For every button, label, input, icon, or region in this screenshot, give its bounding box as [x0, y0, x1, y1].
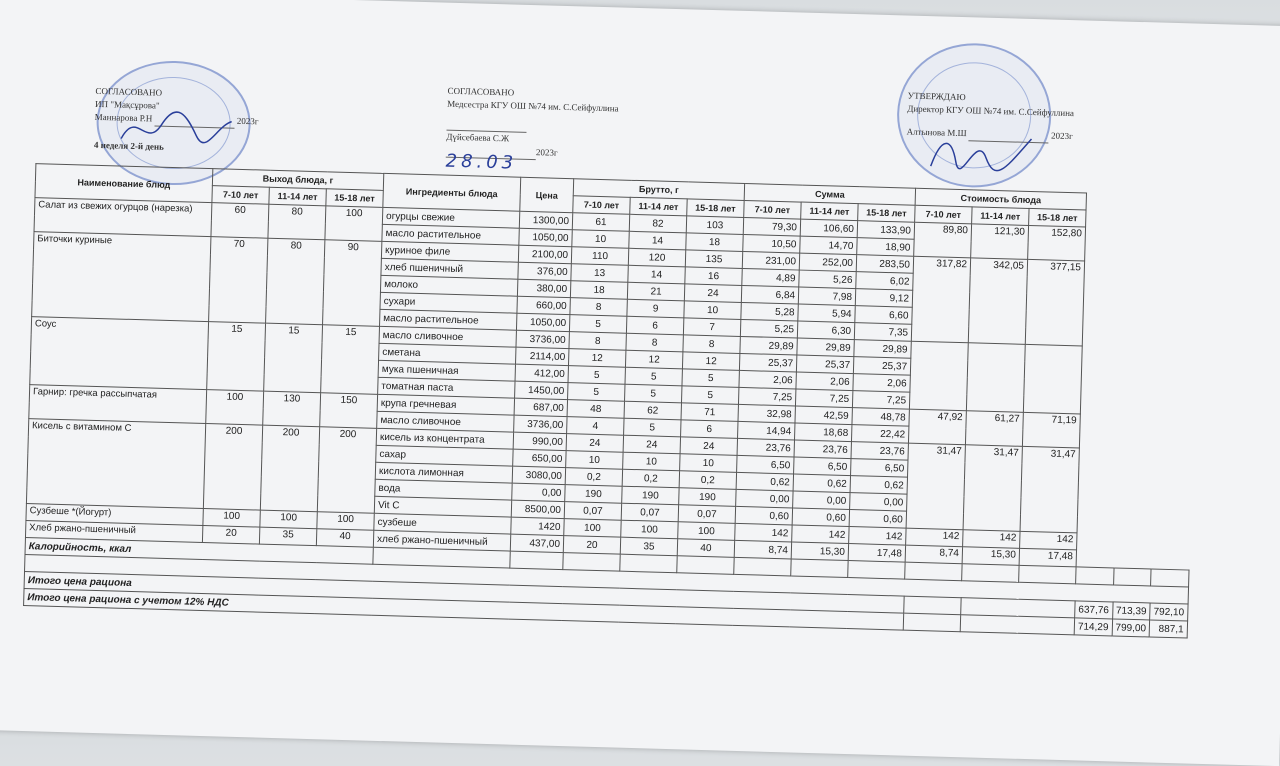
- output-cell: 80: [266, 238, 325, 325]
- empty-cell: [1019, 565, 1076, 584]
- brutto-cell: 0,07: [678, 505, 735, 524]
- price-cell: 2100,00: [518, 245, 571, 263]
- brutto-cell: 103: [686, 216, 743, 235]
- cost-cell: 15,30: [962, 547, 1019, 566]
- price-cell: 660,00: [517, 296, 570, 314]
- sum-cell: 22,42: [851, 425, 908, 444]
- sum-cell: 10,50: [743, 234, 800, 253]
- output-cell: 200: [203, 424, 262, 511]
- price-cell: 1050,00: [519, 228, 572, 246]
- sum-cell: 4,89: [742, 268, 799, 287]
- output-cell: 100: [260, 510, 317, 529]
- sum-cell: 42,59: [795, 406, 852, 425]
- empty-cell: [904, 596, 961, 615]
- sum-cell: 9,12: [855, 289, 912, 308]
- brutto-cell: 100: [621, 520, 678, 539]
- output-cell: 15: [264, 323, 323, 393]
- sum-cell: 283,50: [856, 255, 913, 274]
- brutto-cell: 0,2: [565, 468, 622, 487]
- sum-cell: 0,62: [736, 472, 793, 491]
- sum-cell: 231,00: [742, 251, 799, 270]
- cost-cell: 47,92: [908, 409, 966, 445]
- brutto-cell: 10: [572, 230, 629, 249]
- brutto-cell: 61: [572, 213, 629, 232]
- brutto-cell: 5: [624, 418, 681, 437]
- right-approval-title: УТВЕРЖДАЮ: [907, 90, 966, 103]
- sum-cell: 23,76: [737, 438, 794, 457]
- center-approval-person: Дүйсебаева С.Ж: [446, 131, 510, 144]
- col-age: 15-18 лет: [1029, 208, 1086, 227]
- empty-cell: [510, 551, 563, 569]
- output-cell: 70: [209, 237, 268, 324]
- left-signature-icon: [116, 103, 237, 156]
- sum-cell: 25,37: [796, 355, 853, 374]
- ingredient-cell: масло растительное: [380, 309, 517, 330]
- brutto-cell: 5: [681, 386, 738, 405]
- sum-cell: 25,37: [739, 353, 796, 372]
- brutto-cell: 10: [566, 451, 623, 470]
- price-cell: 1420: [511, 517, 564, 535]
- output-cell: 15: [321, 325, 380, 395]
- brutto-cell: 10: [684, 301, 741, 320]
- output-cell: 200: [317, 427, 376, 514]
- menu-day-label: 4 неделя 2-й день: [93, 139, 165, 152]
- brutto-cell: 8: [626, 333, 683, 352]
- ingredient-cell: молоко: [380, 275, 517, 296]
- brutto-cell: 14: [629, 231, 686, 250]
- sum-cell: 5,28: [741, 302, 798, 321]
- sum-cell: 15,30: [791, 542, 848, 561]
- cost-cell: 342,05: [968, 258, 1027, 345]
- brutto-cell: 35: [620, 537, 677, 556]
- output-cell: 150: [320, 393, 378, 429]
- ingredient-cell: масло сливочное: [379, 326, 516, 347]
- sum-cell: 0,60: [735, 506, 792, 525]
- price-cell: 1450,00: [515, 381, 568, 399]
- dish-name-cell: Сузбеше *(Йогурт): [26, 504, 203, 526]
- price-cell: 3736,00: [514, 415, 567, 433]
- sum-cell: 5,25: [740, 319, 797, 338]
- price-cell: 650,00: [513, 449, 566, 467]
- price-cell: 412,00: [515, 364, 568, 382]
- sum-cell: 6,50: [851, 459, 908, 478]
- brutto-cell: 5: [568, 383, 625, 402]
- ingredient-cell: сахар: [376, 445, 513, 466]
- sum-cell: 5,94: [798, 304, 855, 323]
- brutto-cell: 100: [678, 522, 735, 541]
- empty-cell: [848, 561, 905, 580]
- brutto-cell: 0,07: [564, 502, 621, 521]
- sum-cell: 0,62: [850, 476, 907, 495]
- empty-cell: [563, 553, 620, 572]
- empty-cell: [620, 554, 677, 573]
- right-approval-block: УТВЕРЖДАЮ Директор КГУ ОШ №74 им. С.Сейфуллина Алтынова М.Ш 2023г: [906, 90, 1074, 145]
- sum-cell: 0,62: [793, 474, 850, 493]
- sum-cell: 0,00: [793, 491, 850, 510]
- sum-cell: 6,50: [794, 457, 851, 476]
- brutto-cell: 5: [625, 384, 682, 403]
- col-age: 7-10 лет: [573, 196, 630, 215]
- sum-cell: 25,37: [853, 357, 910, 376]
- col-cost: Стоимость блюда: [915, 188, 1086, 210]
- cost-cell: [966, 343, 1025, 413]
- cost-cell: 142: [1020, 531, 1077, 550]
- brutto-cell: 62: [624, 401, 681, 420]
- right-approval-org: Директор КГУ ОШ №74 им. С.Сейфуллина: [907, 103, 1075, 119]
- center-approval-year: 2023г: [535, 147, 558, 158]
- calories-label: Калорийность, ккал: [25, 538, 373, 565]
- brutto-cell: 6: [626, 316, 683, 335]
- col-age: 11-14 лет: [630, 197, 687, 216]
- price-cell: 376,00: [518, 262, 571, 280]
- sum-cell: 18,90: [857, 238, 914, 257]
- output-cell: 40: [316, 529, 373, 548]
- brutto-cell: 6: [681, 420, 738, 439]
- output-cell: 90: [323, 240, 382, 327]
- price-cell: 687,00: [514, 398, 567, 416]
- output-cell: 15: [207, 322, 266, 392]
- sum-cell: 14,94: [738, 421, 795, 440]
- brutto-cell: 0,07: [621, 503, 678, 522]
- left-approval-person: Маннарова Р.Н 2023г: [95, 111, 259, 130]
- ingredient-cell: хлеб ржано-пшеничный: [373, 530, 510, 551]
- col-age: 15-18 лет: [326, 189, 383, 208]
- price-cell: 1300,00: [519, 211, 572, 229]
- center-approval-title: СОГЛАСОВАНО: [447, 85, 515, 98]
- brutto-cell: 8: [683, 335, 740, 354]
- col-dish: Наименование блюд: [35, 164, 213, 203]
- sum-cell: 2,06: [796, 372, 853, 391]
- sum-cell: 142: [792, 525, 849, 544]
- col-age: 11-14 лет: [801, 202, 858, 221]
- empty-cell: [1076, 567, 1114, 585]
- price-cell: 3736,00: [516, 330, 569, 348]
- sum-cell: 14,70: [800, 236, 857, 255]
- center-approval-org: Медсестра КГУ ОШ №74 им. С.Сейфуллина: [447, 98, 619, 114]
- ingredient-cell: мука пшеничная: [378, 360, 515, 381]
- sum-cell: 0,00: [736, 489, 793, 508]
- empty-cell: [905, 562, 962, 581]
- cost-cell: 71,19: [1022, 412, 1080, 448]
- sum-cell: 17,48: [848, 544, 905, 563]
- price-cell: 437,00: [510, 534, 563, 552]
- total-row-value: 637,76: [1075, 601, 1113, 619]
- sum-cell: 7,25: [795, 389, 852, 408]
- price-cell: 2114,00: [516, 347, 569, 365]
- sum-cell: 106,60: [800, 219, 857, 238]
- brutto-cell: 24: [623, 435, 680, 454]
- sum-cell: 2,06: [853, 374, 910, 393]
- dish-name-cell: Гарнир: гречка рассыпчатая: [29, 385, 207, 424]
- sum-cell: 29,89: [797, 338, 854, 357]
- col-ingredients: Ингредиенты блюда: [383, 173, 521, 211]
- ingredient-cell: куриное филе: [381, 241, 518, 262]
- brutto-cell: 5: [569, 315, 626, 334]
- total-row-value: 713,39: [1112, 602, 1150, 620]
- dish-name-cell: Хлеб ржано-пшеничный: [25, 521, 202, 543]
- right-approval-person: Алтынова М.Ш: [906, 126, 967, 139]
- price-cell: 8500,00: [511, 500, 564, 518]
- ingredient-cell: Vit C: [374, 496, 511, 517]
- brutto-cell: 12: [625, 350, 682, 369]
- empty-cell: [903, 613, 960, 632]
- sum-cell: 7,98: [798, 287, 855, 306]
- cost-cell: 31,47: [906, 443, 965, 530]
- sum-cell: 48,78: [852, 408, 909, 427]
- cost-cell: [909, 341, 968, 411]
- sum-cell: 7,25: [738, 387, 795, 406]
- brutto-cell: 82: [629, 214, 686, 233]
- output-cell: 100: [206, 390, 264, 426]
- ingredient-cell: хлеб пшеничный: [381, 258, 518, 279]
- sum-cell: 0,60: [792, 508, 849, 527]
- sum-cell: 6,02: [856, 272, 913, 291]
- empty-cell: [1113, 568, 1151, 586]
- output-cell: 60: [211, 203, 269, 239]
- total-vat-row-value: 887,1: [1149, 620, 1187, 638]
- ingredient-cell: крупа гречневая: [377, 394, 514, 415]
- brutto-cell: 40: [677, 539, 734, 558]
- col-age: 15-18 лет: [858, 204, 915, 223]
- cost-cell: 31,47: [963, 445, 1022, 532]
- brutto-cell: 110: [571, 247, 628, 266]
- sum-cell: 8,74: [734, 540, 791, 559]
- brutto-cell: 120: [628, 248, 685, 267]
- total-vat-row-value: 714,29: [1074, 618, 1112, 636]
- left-approval-org: ИП "Мақсұрова": [94, 98, 160, 111]
- cost-cell: 142: [963, 530, 1020, 549]
- dish-name-cell: Кисель с витамином С: [26, 419, 205, 509]
- col-age: 7-10 лет: [915, 205, 972, 224]
- brutto-cell: 7: [683, 318, 740, 337]
- sum-cell: 142: [849, 527, 906, 546]
- sum-cell: 133,90: [857, 221, 914, 240]
- brutto-cell: 190: [679, 488, 736, 507]
- col-age: 11-14 лет: [269, 187, 326, 206]
- ingredient-cell: кисель из концентрата: [376, 428, 513, 449]
- cost-cell: 142: [906, 528, 963, 547]
- col-age: 11-14 лет: [972, 207, 1029, 226]
- dish-name-cell: Салат из свежих огурцов (нарезка): [34, 198, 212, 237]
- dish-name-cell: Биточки куриные: [32, 232, 211, 322]
- output-cell: 100: [203, 509, 260, 528]
- ingredient-cell: огурцы свежие: [382, 207, 519, 228]
- cost-cell: 377,15: [1025, 259, 1084, 346]
- empty-cell: [677, 556, 734, 575]
- cost-cell: 152,80: [1028, 225, 1086, 261]
- handwritten-date: 28.03: [445, 150, 518, 174]
- brutto-cell: 24: [566, 434, 623, 453]
- cost-cell: [1023, 344, 1082, 414]
- total-row-value: 792,10: [1150, 603, 1188, 621]
- sum-cell: 0,60: [849, 510, 906, 529]
- ingredient-cell: сухари: [380, 292, 517, 313]
- brutto-cell: 21: [627, 282, 684, 301]
- ingredient-cell: кислота лимонная: [375, 462, 512, 483]
- ingredient-cell: масло сливочное: [377, 411, 514, 432]
- sum-cell: 2,06: [739, 370, 796, 389]
- col-age: 15-18 лет: [687, 199, 744, 218]
- output-cell: 35: [259, 527, 316, 546]
- sum-cell: 6,30: [797, 321, 854, 340]
- ingredient-cell: томатная паста: [378, 377, 515, 398]
- brutto-cell: 5: [625, 367, 682, 386]
- brutto-cell: 24: [684, 284, 741, 303]
- menu-table: [23, 163, 1200, 638]
- output-cell: 200: [260, 425, 319, 512]
- dish-name-cell: Соус: [30, 317, 209, 390]
- total-vat-row-value: 799,00: [1112, 619, 1150, 637]
- col-brutto: Брутто, г: [573, 179, 744, 201]
- cost-cell: 31,47: [1020, 446, 1079, 533]
- output-cell: 100: [317, 512, 374, 531]
- brutto-cell: 20: [563, 536, 620, 555]
- right-signature-icon: [925, 126, 1036, 179]
- price-cell: 3080,00: [512, 466, 565, 484]
- ingredient-cell: сузбеше: [374, 513, 511, 534]
- brutto-cell: 9: [627, 299, 684, 318]
- brutto-cell: 12: [682, 352, 739, 371]
- price-cell: 990,00: [513, 432, 566, 450]
- price-cell: 0,00: [512, 483, 565, 501]
- ingredient-cell: вода: [375, 479, 512, 500]
- brutto-cell: 18: [570, 281, 627, 300]
- left-approval-title: СОГЛАСОВАНО: [95, 85, 163, 98]
- empty-cell: [962, 564, 1019, 583]
- sum-cell: 252,00: [799, 253, 856, 272]
- sum-cell: 7,25: [852, 391, 909, 410]
- output-cell: 20: [202, 525, 259, 544]
- brutto-cell: 5: [568, 366, 625, 385]
- brutto-cell: 48: [567, 400, 624, 419]
- brutto-cell: 0,2: [622, 469, 679, 488]
- brutto-cell: 12: [568, 349, 625, 368]
- brutto-cell: 4: [567, 417, 624, 436]
- brutto-cell: 10: [623, 452, 680, 471]
- empty-cell: [960, 615, 1074, 635]
- total-vat-row-label: Итого цена рациона с учетом 12% НДС: [24, 589, 904, 631]
- brutto-cell: 10: [680, 454, 737, 473]
- output-cell: 130: [263, 391, 321, 427]
- sum-cell: 6,84: [741, 285, 798, 304]
- sum-cell: 23,76: [794, 440, 851, 459]
- sum-cell: 0,00: [850, 493, 907, 512]
- brutto-cell: 71: [681, 403, 738, 422]
- sum-cell: 5,26: [799, 270, 856, 289]
- total-row-label: Итого цена рациона: [24, 572, 904, 614]
- empty-cell: [1151, 569, 1189, 587]
- brutto-cell: 190: [565, 485, 622, 504]
- sum-cell: 7,35: [854, 323, 911, 342]
- brutto-cell: 0,2: [679, 471, 736, 490]
- output-cell: 100: [325, 206, 383, 242]
- sum-cell: 23,76: [851, 442, 908, 461]
- empty-cell: [734, 557, 791, 576]
- cost-cell: 121,30: [971, 224, 1029, 260]
- ingredient-cell: сметана: [379, 343, 516, 364]
- sum-cell: 142: [735, 523, 792, 542]
- brutto-cell: 8: [570, 298, 627, 317]
- brutto-cell: 16: [685, 267, 742, 286]
- ingredient-cell: масло растительное: [382, 224, 519, 245]
- sum-cell: 6,50: [737, 455, 794, 474]
- col-price: Цена: [520, 177, 574, 212]
- sum-cell: 6,60: [855, 306, 912, 325]
- brutto-cell: 190: [622, 486, 679, 505]
- col-age: 7-10 лет: [744, 200, 801, 219]
- cost-cell: 89,80: [914, 222, 972, 258]
- brutto-cell: 100: [564, 519, 621, 538]
- col-sum: Сумма: [744, 183, 915, 205]
- output-cell: 80: [268, 204, 326, 240]
- col-age: 7-10 лет: [212, 186, 269, 205]
- price-cell: 1050,00: [516, 313, 569, 331]
- brutto-cell: 135: [685, 250, 742, 269]
- brutto-cell: 13: [571, 264, 628, 283]
- brutto-cell: 8: [569, 332, 626, 351]
- brutto-cell: 18: [686, 233, 743, 252]
- cost-cell: 61,27: [965, 411, 1023, 447]
- sum-cell: 79,30: [743, 217, 800, 236]
- cost-cell: 317,82: [911, 256, 970, 343]
- brutto-cell: 14: [628, 265, 685, 284]
- brutto-cell: 24: [680, 437, 737, 456]
- empty-cell: [791, 559, 848, 578]
- cost-cell: 8,74: [905, 545, 962, 564]
- sum-cell: 29,89: [854, 340, 911, 359]
- cost-cell: 17,48: [1019, 548, 1076, 567]
- price-cell: 380,00: [517, 279, 570, 297]
- sum-cell: 32,98: [738, 404, 795, 423]
- col-output: Выход блюда, г: [212, 169, 383, 191]
- brutto-cell: 5: [682, 369, 739, 388]
- sum-cell: 29,89: [740, 336, 797, 355]
- sum-cell: 18,68: [794, 423, 851, 442]
